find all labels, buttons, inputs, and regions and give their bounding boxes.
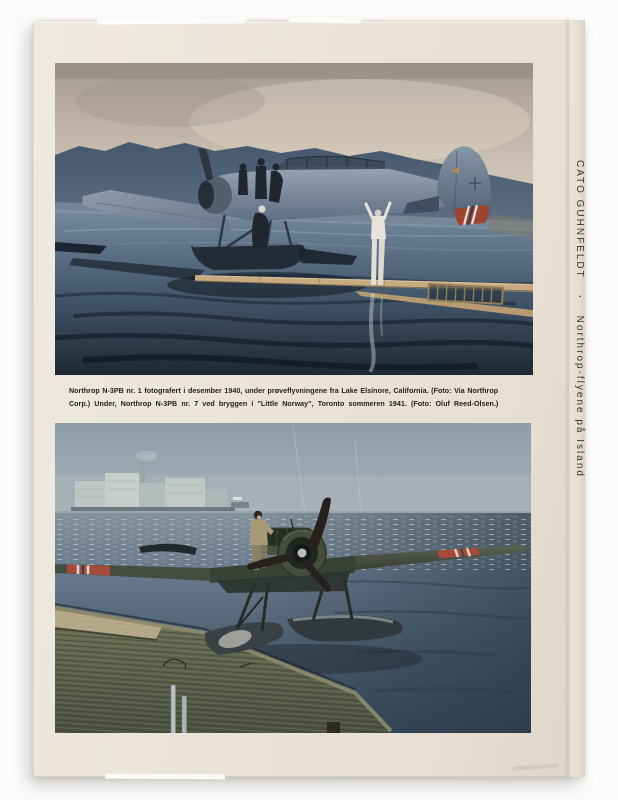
photo-caption [69, 385, 527, 411]
tiny-white-boat [233, 497, 242, 500]
spine-title: Northrop-flyene på Island [574, 315, 585, 478]
distant-ship [231, 502, 249, 508]
spinner-hub [298, 549, 307, 558]
spine-text [569, 160, 585, 750]
ladder-grid [428, 284, 503, 304]
main-float [191, 243, 305, 270]
worn-edge-mark [97, 17, 247, 24]
chimney [141, 461, 145, 483]
top-photo-art [55, 63, 533, 375]
cowling-opening [198, 181, 214, 209]
spine-author: CATO GUHNFELDT [574, 160, 585, 279]
caption-line-1: Northrop N-3PB nr. 1 fotografert i desember 1940, under prøveflyvningene fra Lake Elsinore, California. (Foto: Via Northrop [69, 387, 499, 395]
pier-line [71, 507, 235, 511]
metal-pipe [171, 685, 176, 733]
metal-pipe [182, 696, 187, 733]
book-back-cover [33, 20, 585, 777]
mooring-post [327, 722, 340, 733]
bottom-photo-art [55, 423, 531, 733]
worn-edge-mark [289, 18, 361, 24]
caption-line-2: Corp.) Under, Northrop N-3PB nr. 7 ved bryggen i "Little Norway", Toronto sommeren 1941. (Foto: Oluf Reed-Olsen.) [69, 400, 499, 408]
spine-separator: · [574, 294, 585, 300]
worn-edge-mark [513, 763, 559, 770]
top-photo [55, 63, 533, 375]
bottom-photo [55, 423, 531, 733]
worn-edge-mark [105, 774, 225, 780]
